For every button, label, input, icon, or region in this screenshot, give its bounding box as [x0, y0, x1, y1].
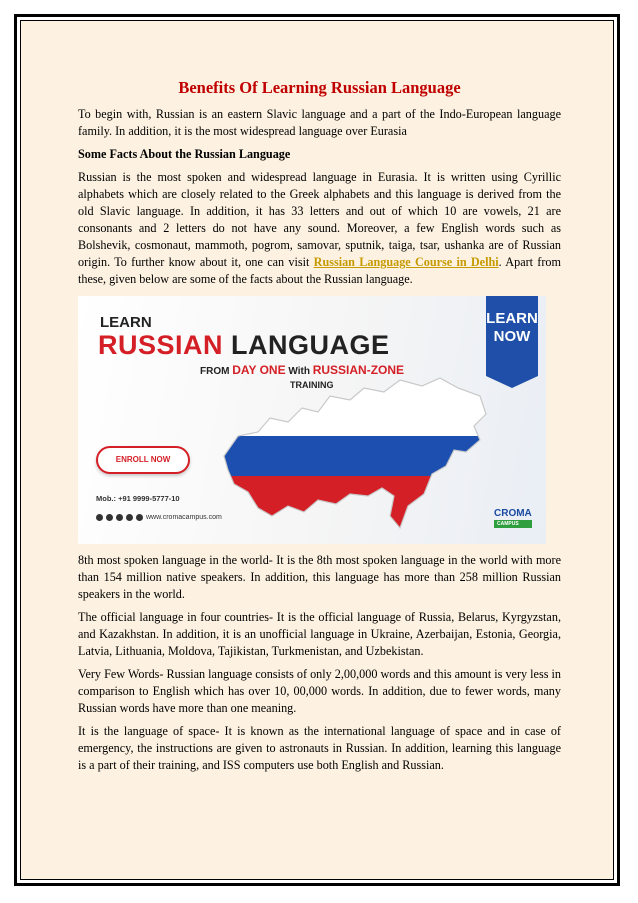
russia-flag-map-icon: [218, 366, 490, 544]
banner-learn: LEARN: [100, 314, 152, 331]
flag-blue-band: [218, 436, 490, 476]
banner-zone: RUSSIAN-ZONE: [312, 363, 405, 377]
document-title: Benefits Of Learning Russian Language: [178, 78, 461, 97]
banner-language: LANGUAGE: [231, 330, 390, 360]
banner-russian: RUSSIAN: [98, 330, 224, 360]
facebook-icon: [106, 514, 113, 521]
facts-paragraph: [78, 169, 561, 288]
learn-now-badge: [486, 296, 538, 376]
intro-paragraph: To begin with, Russian is an eastern Slavic language and a part of the Indo-European language family. In addition, it is the most widespread language over Eurasia: [78, 107, 561, 138]
banner-website: www.cromacampus.com: [146, 514, 222, 521]
facts-text-before: Russian is the most spoken and widespread language in Eurasia. It is written using Cyrillic alphabets which are closely related to the Greek alphabets and this language is derived from the old Slavic language. In addition, it has 33 letters and out of which 10 are vowels, 21 are consonants and 2 letters do not have any sound. Moreover, a few English words such as Bolshevik, cosmonaut, mammoth, pogrom, samovar, sputnik, taiga, tsar, ushanka are of Russian origin. To further know about it, one can visit: [78, 170, 561, 269]
brand-sub: CAMPUS: [494, 520, 532, 528]
facts-text-after: . Apart from these, given below are some of the facts about the Russian language.: [78, 255, 561, 286]
twitter-icon: [136, 514, 143, 521]
youtube-icon: [126, 514, 133, 521]
croma-campus-logo: [494, 508, 532, 528]
flag-red-band: [218, 476, 490, 544]
course-banner-image: [78, 296, 546, 544]
banner-with: With: [285, 366, 313, 377]
facts-heading: Some Facts About the Russian Language: [78, 147, 291, 161]
banner-day-one: DAY ONE: [232, 363, 286, 377]
fact-paragraph-2: The official language in four countries- It is the official language of Russia, Belarus, Kyrgyzstan, and Kazakhstan. In addition, it is an unofficial language in Ukraine, Azerbaijan, Estonia, Georgia, Latvia, Lithuania, Moldova, Tajikistan, Turkmenistan, and Uzbekistan.: [78, 610, 561, 658]
banner-mobile: Mob.: +91 9999-5777-10: [96, 494, 180, 503]
instagram-icon: [96, 514, 103, 521]
learn-now-line1: LEARN: [486, 310, 538, 327]
course-link[interactable]: Russian Language Course in Delhi: [313, 255, 499, 269]
banner-headline: [98, 330, 390, 361]
fact-paragraph-4: It is the language of space- It is known as the international language of space and in case of emergency, the instructions are given to astronauts in Russian. In addition, learning this language is a part of their training, and ISS computers use both English and Russian.: [78, 724, 561, 772]
enroll-now-button: ENROLL NOW: [96, 446, 190, 474]
email-icon: [116, 514, 123, 521]
banner-from: FROM: [200, 366, 233, 377]
fact-paragraph-1: 8th most spoken language in the world- It is the 8th most spoken language in the world with more than 154 million native speakers. In addition, this language has more than 258 million Russian speakers in the world.: [78, 553, 561, 601]
document-content: [78, 78, 561, 780]
fact-paragraph-3: Very Few Words- Russian language consists of only 2,00,000 words and this amount is very less in comparison to English which has over 10, 00,000 words. In addition, due to fewer words, many Russian words have more than one meaning.: [78, 667, 561, 715]
banner-training: TRAINING: [290, 380, 334, 390]
learn-now-line2: NOW: [493, 328, 531, 345]
flag-white-band: [218, 366, 490, 436]
banner-social-row: [96, 514, 222, 521]
brand-name: CROMA: [494, 508, 532, 519]
